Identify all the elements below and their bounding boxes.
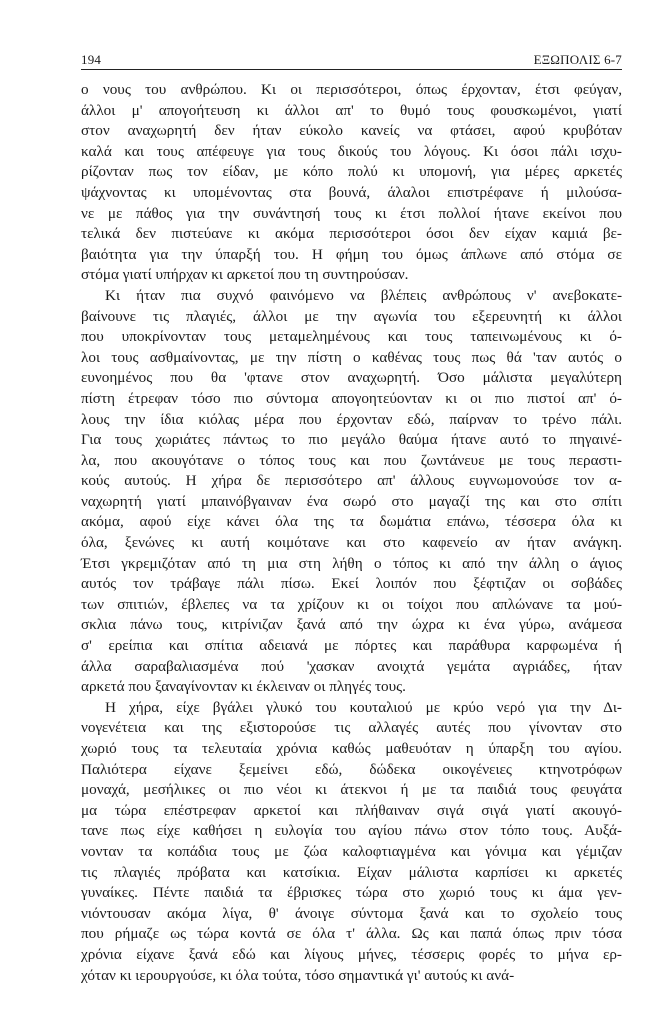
text-line: στον αναχωρητή δεν ήταν εύκολο κανείς να φτάσει, αφού κρυβόταν (81, 122, 622, 140)
text-line: μοναχά, μεσήλικες οι πιο νέοι κι άτεκνοι ή με τα παιδιά τους φευγάτα (81, 781, 622, 799)
paragraph (81, 80, 622, 286)
text-line: που υποκρίνονταν τους μεταμελημένους και τους ταπεινωμένους κι ό- (81, 328, 622, 346)
text-line: Η χήρα, είχε βγάλει γλυκό του κουταλιού με κρύο νερό για την Δι- (105, 698, 622, 716)
text-line: άλλα σαραβαλιασμένα πού 'χασκαν ανοιχτά γεμάτα αγριάδες, ήταν (81, 657, 622, 675)
text-line: Για τους χωριάτες πάντως το πιο μεγάλο θαύμα ήτανε αυτό το πηγαινέ- (81, 431, 622, 449)
running-title: ΕΞΩΠΟΛΙΣ 6-7 (533, 52, 622, 67)
text-line: σκλια πάνω τους, κιτρίνιζαν ξανά από την ώχρα κι ένα γύρω, ανάμεσα (81, 616, 622, 634)
text-line: Έτσι γκρεμιζόταν από τη μια στη λήθη ο τόπος κι από την άλλη ο άγιος (81, 554, 622, 572)
text-line: νονταν τα κοπάδια τους με ζώα καλοφτιαγμένα και γόνιμα και γέμιζαν (81, 842, 622, 860)
text-line: καλά και τους απέφευγε για τους δικούς του λόγους. Κι όσοι πάλι ισχυ- (81, 142, 622, 160)
text-line: τελικά δεν πιστεύανε κι ακόμα περισσότεροι όσοι δεν είχαν καμιά βε- (81, 225, 622, 243)
text-line: βαιότητα για την ύπαρξή του. Η φήμη του όμως άπλωνε από στόμα σε (81, 245, 622, 263)
text-line: αρκετά που ξαναγίνονταν κι έκλειναν οι πληγές τους. (81, 678, 406, 696)
text-line: ευνοημένος που θα 'φτανε στον αναχωρητή. Όσο μάλιστα μεγαλύτερη (81, 369, 622, 387)
text-line: νιόντουσαν ακόμα λίγα, θ' άνοιγε σύντομα ξανά και το σχολείο τους (81, 904, 622, 922)
text-line: ακόμα, αφού είχε κάνει όλα της τα δωμάτια επάνω, τέσσερα όλα κι (81, 513, 622, 531)
text-line: αυτός τον τράβαγε πάλι πίσω. Εκεί λοιπόν που ξέφτιζαν οι σοβάδες (81, 575, 622, 593)
text-line: των σπιτιών, έβλεπες να τα χρίζουν κι οι τοίχοι που απλώνανε τα μού- (81, 595, 622, 613)
text-line: τανε πως είχε καθήσει η ευλογία του αγίου πάνω στον τόπο τους. Αυξά- (81, 822, 622, 840)
text-line: όλα, ξενώνες κι αυτή κοιμότανε και στο καφενείο αν ήταν ανάγκη. (81, 534, 622, 552)
text-line: τις πλαγιές πρόβατα και κατσίκια. Είχαν μάλιστα καρπίσει κι αρκετές (81, 863, 622, 881)
text-line: άλλοι μ' απογοήτευση κι άλλοι απ' το θυμό τους φουσκωμένοι, γιατί (81, 101, 622, 119)
text-line: πίστη έτρεφαν τόσο πιο σύντομα απογοητεύονταν κι οι πιο πιστοί απ' ό- (81, 389, 622, 407)
text-line: λοι τους ασθμαίνοντας, με την πίστη ο καθένας τους πως θά 'ταν αυτός ο (81, 348, 622, 366)
text-line: χρόνια είχανε ξανά εδώ και λίγους μήνες, τέσσερις φορές το μήνα ερ- (81, 945, 622, 963)
text-line: κούς αυτούς. Η χήρα δε περισσότερο απ' άλλους ευγνωμονούσε τον α- (81, 472, 622, 490)
paragraph (81, 286, 622, 698)
text-line: νε με πάθος για την συνάντησή τους κι έτσι πολλοί ήτανε εκείνοι που (81, 204, 622, 222)
text-line: ο νους του ανθρώπου. Κι οι περισσότεροι, όπως έρχονταν, έτσι φεύγαν, (81, 81, 622, 98)
paragraph (81, 698, 622, 986)
text-line: Παλιότερα είχανε ξεμείνει εδώ, δώδεκα οικογένειες κτηνοτρόφων (81, 760, 622, 778)
text-line: χόταν κι ιερουργούσε, κι όλα τούτα, τόσο σημαντικά γι' αυτούς κι ανά- (81, 966, 515, 984)
text-line: στόμα γιατί υπήρχαν κι αρκετοί που τη συντηρούσαν. (81, 266, 409, 284)
text-line: χωριό τους τα τελευταία χρόνια καθώς μαθευόταν η ύπαρξη του αγίου. (81, 740, 622, 757)
text-line: γυναίκες. Πέντε παιδιά τα έβρισκες τώρα στο χωριό τους κι άμα γεν- (81, 884, 622, 902)
running-header (81, 46, 622, 68)
text-line: μα τώρα επέστρεφαν αρκετοί και πλήθαιναν σιγά σιγά γιατί ακουγό- (81, 801, 622, 819)
page-number: 194 (81, 52, 102, 67)
text-line: ναχωρητή γιατί μπαινόβγαιναν ένα σωρό στο μαγαζί της και στο σπίτι (81, 492, 622, 510)
header-rule (81, 69, 622, 70)
text-line: λους την ίδια κιόλας μέρα που έρχονταν εδώ, παίρναν το τρένο πάλι. (81, 410, 622, 428)
text-line: βαίνουνε τις πλαγιές, άλλοι με την αγωνία του εξερευνητή κι άλλοι (81, 307, 622, 325)
text-line: Κι ήταν πια συχνό φαινόμενο να βλέπεις ανθρώπους ν' ανεβοκατε- (105, 286, 622, 304)
text-line: ρίζονταν πως τον είδαν, με κόπο πολύ κι υπομονή, για μέρες αρκετές (81, 163, 622, 181)
body-text (81, 80, 622, 986)
text-line: σ' ερείπια και σπίτια αδειανά με πόρτες και παράθυρα καρφωμένα ή (81, 637, 622, 655)
text-line: λα, που ακουγότανε ο τόπος τους και που ζωντάνευε με τους περαστι- (81, 451, 622, 469)
text-line: ψάχνοντας κι υπομένοντας στα βουνά, άλαλοι επιστρέφανε ή μιλούσα- (81, 183, 622, 201)
text-line: νογενέτεια και της εξιστορούσε τις αλλαγές αυτές που γίνονταν στο (81, 719, 622, 737)
text-line: που ρήμαζε ως τώρα κοντά σε όλα τ' άλλα. Ως και παπά όπως πριν τόσα (81, 925, 622, 943)
